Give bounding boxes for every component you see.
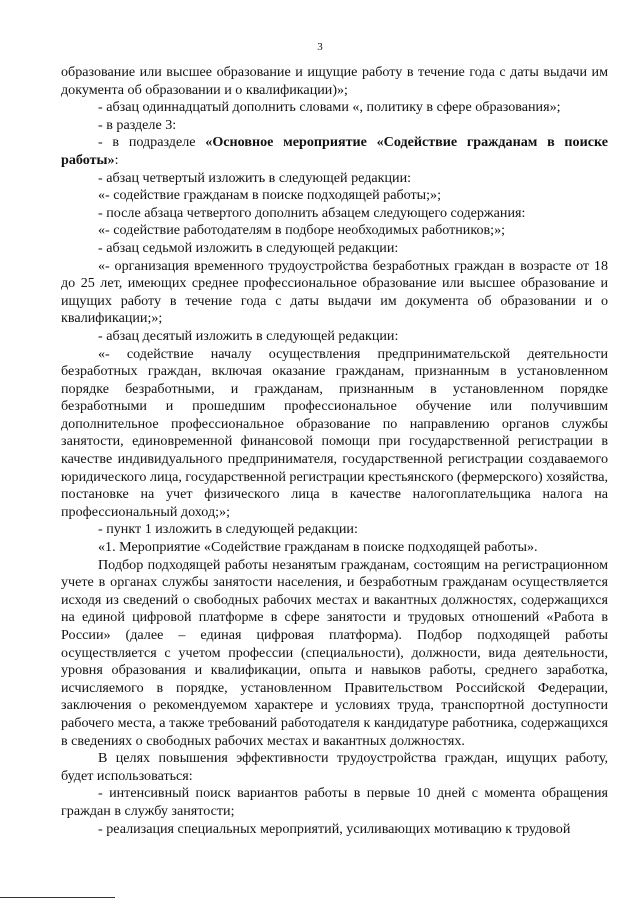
paragraph: - пункт 1 изложить в следующей редакции:: [98, 521, 358, 538]
paragraph: - абзац одиннадцатый дополнить словами «, политику в сфере образования»;: [98, 99, 561, 116]
paragraph: «- содействие работодателям в подборе необходимых работников;»;: [98, 222, 506, 239]
paragraph: [61, 134, 608, 169]
paragraph: - интенсивный поиск вариантов работы в первые 10 дней с момента обращения граждан в службу занятости;: [61, 785, 608, 819]
paragraph: - абзац седьмой изложить в следующей редакции:: [98, 239, 399, 256]
paragraph: - абзац четвертый изложить в следующей редакции:: [98, 169, 412, 186]
paragraph: «- содействие гражданам в поиске подходящей работы;»;: [98, 187, 442, 204]
paragraph: «- организация временного трудоустройства безработных граждан в возрасте от 18 до 25 лет, имеющих среднее профессиональное образование или высшее образование и ищущих работу в течение года с даты выдачи им документа об образовании и о квалификации;»;: [61, 257, 608, 327]
paragraph: «- содействие началу осуществления предпринимательской деятельности безработных граждан, включая оказание гражданам, признанным в установленном порядке безработными, и гражданам, признанным в установленном порядке безработными и прошедшим профессиональное обучение или получившим дополнительное профессиональное образование по направлению органов службы занятости, единовременной финансовой помощи при государственной регистрации в качестве индивидуального предпринимателя, государственной регистрации создаваемого юридического лица, государственной регистрации крестьянского (фермерского) хозяйства, постановке на учет физического лица в качестве налогоплательщика налога на профессиональный доход;»;: [61, 345, 608, 520]
paragraph: - в разделе 3:: [98, 116, 177, 133]
paragraph: «1. Мероприятие «Содействие гражданам в поиске подходящей работы».: [98, 539, 538, 556]
paragraph: образование или высшее образование и ищущие работу в течение года с даты выдачи им документа об образовании и о квалификации)»;: [61, 64, 608, 98]
page-number: 3: [317, 41, 323, 53]
footer-divider: [0, 897, 115, 898]
paragraph: - после абзаца четвертого дополнить абзацем следующего содержания:: [98, 204, 526, 221]
paragraph: - абзац десятый изложить в следующей редакции:: [98, 327, 399, 344]
paragraph: Подбор подходящей работы незанятым гражданам, состоящим на регистрационном учете в органах службы занятости населения, и безработным гражданам осуществляется исходя из сведений о свободных рабочих местах и вакантных должностях, содержащихся на единой цифровой платформе в сфере занятости и трудовых отношений «Работа в России» (далее – единая цифровая платформа). Подбор подходящей работы осуществляется с учетом профессии (специальности), должности, вида деятельности, уровня образования и квалификации, опыта и навыков работы, среднего заработка, исчисляемого в порядке, установленном Правительством Российской Федерации, заключения о рекомендуемом характере и условиях труда, транспортной доступности рабочего места, а также требований работодателя к кандидатуре работника, содержащихся в сведениях о свободных рабочих местах и вакантных должностях.: [61, 556, 608, 749]
paragraph-suffix: :: [114, 151, 119, 168]
subsection-title: «Основное мероприятие «Содействие гражданам в поиске работы»: [61, 134, 608, 168]
paragraph-prefix: - в подразделе: [98, 134, 206, 151]
paragraph: В целях повышения эффективности трудоустройства граждан, ищущих работу, будет использоваться:: [61, 750, 608, 784]
paragraph: - реализация специальных мероприятий, усиливающих мотивацию к трудовой: [98, 820, 571, 837]
document-body: [61, 64, 608, 838]
